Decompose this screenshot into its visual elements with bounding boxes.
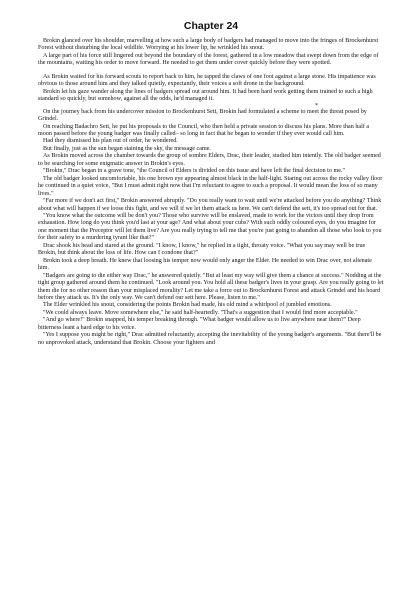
paragraph: Brokin glanced over his shoulder, marvelling at how such a large body of badgers had managed to move into the fringes of Brockenhurst Forest without disturbing the local wildlife. Worrying at his lower lip, he wrinkled his snout. [38,38,379,52]
paragraph: The Elder wrinkled his snout, considering the points Brokin had made, his old mind a whirlpool of jumbled emotions. [43,302,332,309]
paragraph: The old badger looked uncomfortable, his one brown eye appearing almost black in the half-light. Staring out across the rocky valley floor he continued in a quiet voice, "But I must admit right now that I'm reluctant to agree to such a proposal. It would mean the loss of so many lives." [38,175,383,197]
paragraph: "Badgers are going to die either way Drac," he answered quietly. "But at least my way will give them a chance at success." Nodding at the tight group gathered around them he continued. "Look around you. You hold all these badger's lives in your grasp. Are you really going to let them die for no other reason than your misplaced morality? Let me take a force out to Brockenhurst Forest and attack Grindel and his hoard before they attack us. It's the only way. We can't defend our sett here. Please, listen to me." [38,272,384,301]
section-break: * [315,102,318,109]
paragraph: "We could always leave. Move somewhere else," he said half-heartedly. "That's a suggestion that I would find more acceptable." [43,309,358,316]
paragraph: "You know what the outcome will be don't you? Those who survive will be enslaved, made to work for the victors until they drop from exhaustion. How long do you think you'd last at your age? And what about your cubs? With such oddly coloured eyes, do you imagine for one moment that the Preceptor will let them live? Are you really trying to tell me that you're just going to abandon all those who look to you for their safety to a murdering tyrant like that?" [38,212,382,242]
paragraph: "Far more if we don't act first," Brokin answered abruptly. "Do you really want to wait until we're attacked before you do anything? Think about what will happen if we loose this fight, and we will if we let them attack us here. We can't defend the sett, it's too spread out for that. [38,198,382,212]
paragraph: On reaching Badachro Sett, he put his proposals to the Council, who then held a private session to discuss his plans. More than half a moon passed before the young badger was finally called– so long in fact that he began to wonder if they ever would call him. [38,123,370,137]
paragraph: As Brokin waited for his forward scouts to report back to him, he tapped the claws of one foot against a large stone. His impatience was obvious to those around him and they talked quietly, expectantly, their voices a soft drone in the background. [38,73,376,88]
paragraph: "And go where!" Brokin snapped, his temper breaking through. "What badger would allow us to live anywhere near them?" Deep bitterness leant a hard edge to his voice. [38,317,361,331]
paragraph: "Brokin," Drac began in a grave tone, "the Council of Elders is divided on this issue and have left the final decision to me." [43,168,345,175]
paragraph: "Yes I suppose you might be right," Drac admitted reluctantly, accepting the inevitability of the young badger's arguments. "But there'll be no unprovoked attack, understand that Brokin. Choose your fighters and [38,332,382,346]
chapter-title: Chapter 24 [183,20,239,32]
paragraph: On the journey back from his undercover mission to Brockenhurst Sett, Brokin had formulated a scheme to meet the threat posed by Grindel. [38,108,367,123]
paragraph: As Brokin moved across the chamber towards the group of sombre Elders, Drac, their leader, studied him intently. The old badger seemed to be searching for some enigmatic answer in Brokin's eyes. [38,153,381,167]
paragraph: But finally, just as the sun began staining the sky, the message came. [43,145,211,152]
paragraph: Brokin took a deep breath. He knew that loosing his temper now would only anger the Elder. He needed to win Drac over, not alienate him. [38,257,372,272]
paragraph: Had they dismissed his plan out of order, he wondered. [43,138,178,145]
paragraph: Brokin let his gaze wander along the lines of badgers spread out around him. It had been hard work getting them trained to such a high standard so quickly, but somehow, against all the odds, he'd managed it. [38,88,373,103]
paragraph: A large part of his force still lingered out beyond the boundary of the forest, gathered in a low meadow that swept down from the edge of the mountains, waiting his order to move forward. He needed to get them under cover quickly before they were spotted. [38,52,379,67]
paragraph: Drac shook his head and stared at the ground. "I know, I know," he replied in a tight, throaty voice. "What you say may well be true Brokin, but think about the loss of life. How can I condone that?" [38,242,366,257]
